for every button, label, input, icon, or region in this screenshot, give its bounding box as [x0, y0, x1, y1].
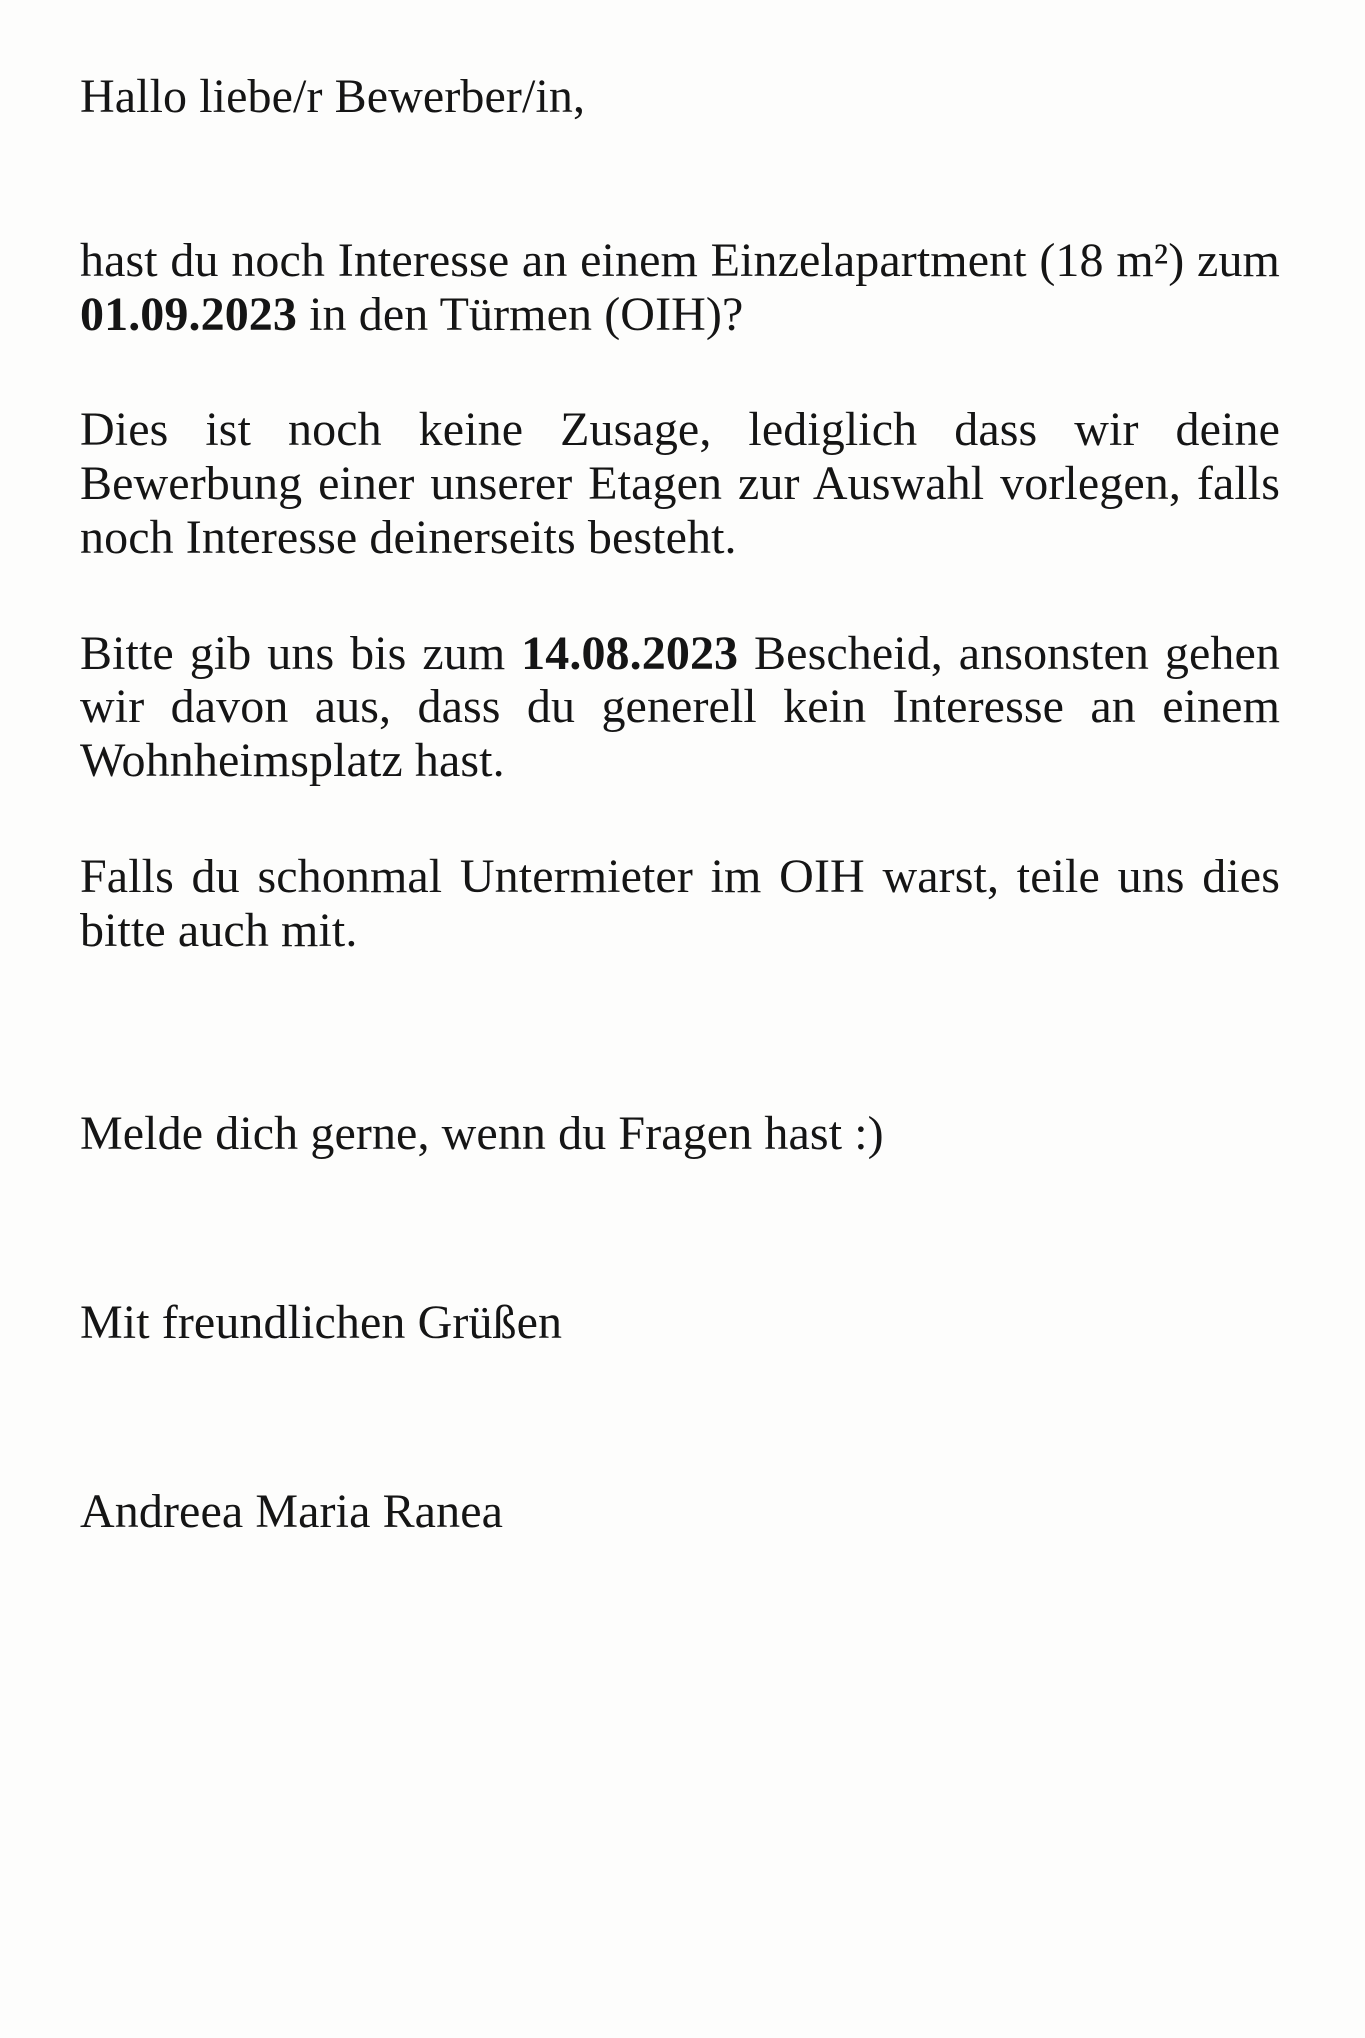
paragraph-deadline-text-2: Bescheid, ansonsten gehen wir davon aus, dass du generell kein Interesse an einem Wohnheimsplatz hast. — [80, 626, 1293, 787]
paragraph-offer-text-2: in den Türmen (OIH)? — [297, 287, 744, 341]
paragraph-offer-text-1: hast du noch Interesse an einem Einzelapartment (18 m²) zum — [80, 233, 1293, 287]
spacer — [80, 124, 1280, 234]
spacer — [80, 957, 1280, 1107]
spacer — [80, 1161, 1280, 1296]
paragraph-deadline — [80, 626, 1293, 788]
spacer — [80, 788, 1280, 850]
spacer — [80, 1350, 1280, 1485]
signature-name: Andreea Maria Ranea — [80, 1484, 504, 1538]
greeting-line: Hallo liebe/r Bewerber/in, — [80, 70, 586, 123]
paragraph-subtenant: Falls du schonmal Untermieter im OIH warst, teile uns dies bitte auch mit. — [80, 849, 1280, 957]
paragraph-questions: Melde dich gerne, wenn du Fragen hast :) — [80, 1107, 884, 1161]
paragraph-offer — [80, 233, 1293, 342]
spacer — [80, 341, 1280, 403]
paragraph-deadline-date: 14.08.2023 — [521, 626, 739, 680]
closing-line: Mit freundlichen Grüßen — [80, 1296, 563, 1349]
paragraph-offer-date-start: 01.09.2023 — [80, 287, 297, 341]
paragraph-not-confirmation: Dies ist noch keine Zusage, lediglich dass wir deine Bewerbung einer unserer Etagen zur Auswahl vorlegen, falls noch Interesse deinerseits besteht. — [80, 403, 1280, 564]
spacer — [80, 565, 1280, 627]
document-body — [80, 70, 1293, 1539]
paragraph-deadline-text-1: Bitte gib uns bis zum — [80, 626, 522, 680]
